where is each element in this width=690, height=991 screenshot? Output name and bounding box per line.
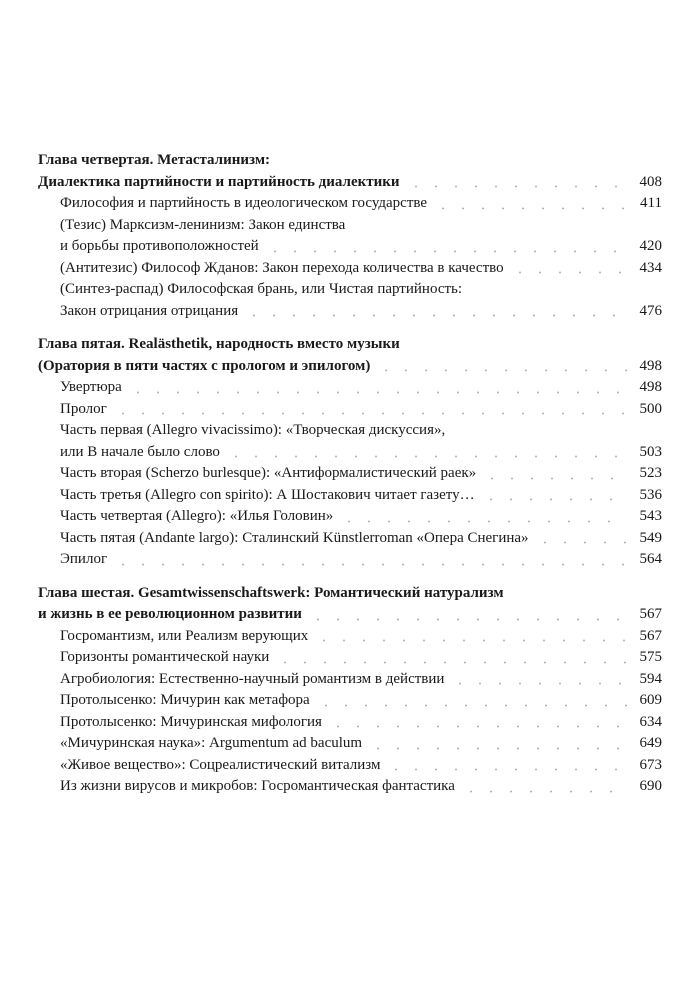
entry-title: «Мичуринская наука»: Argumentum ad baculum xyxy=(60,735,363,751)
leader-dots xyxy=(339,520,628,523)
table-of-contents xyxy=(38,150,662,810)
leader-dots xyxy=(535,541,628,544)
toc-entry[interactable] xyxy=(38,442,662,464)
entry-title-line2: Закон отрицания отрицания xyxy=(60,302,239,319)
leader-dots xyxy=(275,661,628,664)
page-number: 543 xyxy=(639,508,662,524)
entry-title: Госромантизм, или Реализм верующих xyxy=(60,627,309,644)
toc-entry[interactable] xyxy=(38,755,662,777)
page-number: 476 xyxy=(639,302,662,319)
page-number: 408 xyxy=(639,173,662,190)
chapter-subtitle: (Оратория в пяти частях с прологом и эпилогом) xyxy=(38,357,371,374)
entry-title: (Антитезис) Философ Жданов: Закон перехода количества в качество xyxy=(60,259,504,276)
toc-entry[interactable] xyxy=(38,258,662,280)
entry-title: Часть четвертая (Allegro): «Илья Головин» xyxy=(60,508,334,524)
toc-entry[interactable] xyxy=(38,463,662,485)
page-number: 649 xyxy=(639,735,662,751)
page-number: 634 xyxy=(639,713,662,730)
toc-entry[interactable] xyxy=(38,193,662,215)
entry-title: «Живое вещество»: Соцреалистический витализм xyxy=(60,756,381,773)
toc-entry-line1[interactable] xyxy=(38,420,662,442)
entry-title: Горизонты романтической науки xyxy=(60,649,270,665)
leader-dots xyxy=(376,369,628,372)
leader-dots xyxy=(368,747,628,750)
entry-title-line1: Часть первая (Allegro vivacissimo): «Творческая дискуссия», xyxy=(60,422,446,438)
page-number: 500 xyxy=(639,400,662,417)
chapter-subtitle: Диалектика партийности и партийность диалектики xyxy=(38,173,400,190)
entry-title: Часть пятая (Andante largo): Сталинский Künstlerroman «Опера Снегина» xyxy=(60,529,529,546)
toc-entry-line1[interactable] xyxy=(38,279,662,301)
entry-title: Философия и партийность в идеологическом государстве xyxy=(60,195,428,211)
chapter-subtitle: и жизнь в ее революционном развитии xyxy=(38,606,302,622)
toc-entry[interactable] xyxy=(38,399,662,421)
page-number: 498 xyxy=(639,357,662,374)
page-number: 536 xyxy=(639,486,662,503)
toc-entry[interactable] xyxy=(38,377,662,399)
leader-dots xyxy=(386,768,628,771)
toc-entry[interactable] xyxy=(38,236,662,258)
entry-title: Эпилог xyxy=(60,551,108,567)
leader-dots xyxy=(450,682,628,685)
page-number: 434 xyxy=(639,259,662,276)
chapter-5 xyxy=(38,334,662,571)
leader-dots xyxy=(406,185,628,188)
chapter-6 xyxy=(38,583,662,798)
leader-dots xyxy=(433,207,628,210)
leader-dots xyxy=(113,412,628,415)
chapter-entry[interactable] xyxy=(38,172,662,194)
toc-entry[interactable] xyxy=(38,647,662,669)
chapter-4 xyxy=(38,150,662,322)
entry-title: Агробиология: Естественно-научный романтизм в действии xyxy=(60,670,445,687)
chapter-entry[interactable] xyxy=(38,356,662,378)
toc-entry[interactable] xyxy=(38,549,662,571)
entry-title: Часть третья (Allegro con spirito): А Шостакович читает газету… xyxy=(60,486,475,503)
page-number: 523 xyxy=(639,465,662,481)
page-number: 567 xyxy=(639,606,662,622)
entry-title: Из жизни вирусов и микробов: Госромантическая фантастика xyxy=(60,778,455,794)
chapter-entry[interactable] xyxy=(38,604,662,626)
page-number: 498 xyxy=(639,379,662,395)
entry-title: Увертюра xyxy=(60,379,122,395)
page-number: 690 xyxy=(639,778,662,794)
page-number: 564 xyxy=(639,551,662,567)
page-number: 673 xyxy=(639,756,662,773)
leader-dots xyxy=(482,477,628,480)
leader-dots xyxy=(481,498,628,501)
toc-entry[interactable] xyxy=(38,712,662,734)
entry-title: Протолысенко: Мичуринская мифология xyxy=(60,713,322,730)
leader-dots xyxy=(128,391,628,394)
page-number: 420 xyxy=(639,238,662,254)
toc-entry-line1[interactable] xyxy=(38,215,662,237)
chapter-title: Глава шестая. Gesamtwissenschaftswerk: Романтический натурализм xyxy=(38,584,504,601)
leader-dots xyxy=(510,271,628,274)
entry-title-line2: и борьбы противоположностей xyxy=(60,238,259,254)
entry-title-line2: или В начале было слово xyxy=(60,443,220,460)
page-number: 575 xyxy=(639,649,662,665)
entry-title-line1: (Синтез-распад) Философская брань, или Чистая партийность: xyxy=(60,281,463,297)
chapter-title: Глава четвертая. Метасталинизм: xyxy=(38,152,271,168)
toc-entry[interactable] xyxy=(38,626,662,648)
leader-dots xyxy=(314,639,628,642)
page-number: 609 xyxy=(639,692,662,708)
leader-dots xyxy=(316,704,628,707)
leader-dots xyxy=(328,725,628,728)
page-number: 503 xyxy=(639,443,662,460)
leader-dots xyxy=(265,250,628,253)
toc-entry[interactable] xyxy=(38,690,662,712)
toc-entry[interactable] xyxy=(38,528,662,550)
chapter-title: Глава пятая. Realästhetik, народность вместо музыки xyxy=(38,336,400,352)
toc-entry[interactable] xyxy=(38,733,662,755)
page-number: 549 xyxy=(639,529,662,546)
leader-dots xyxy=(461,790,628,793)
page-number: 594 xyxy=(639,670,662,687)
leader-dots xyxy=(244,314,628,317)
toc-entry[interactable] xyxy=(38,506,662,528)
entry-title: Пролог xyxy=(60,400,107,417)
entry-title-line1: (Тезис) Марксизм-ленинизм: Закон единства xyxy=(60,216,346,233)
toc-entry[interactable] xyxy=(38,669,662,691)
leader-dots xyxy=(113,563,628,566)
leader-dots xyxy=(308,618,628,621)
entry-title: Часть вторая (Scherzo burlesque): «Антиформалистический раек» xyxy=(60,465,477,481)
toc-entry[interactable] xyxy=(38,485,662,507)
toc-entry[interactable] xyxy=(38,776,662,798)
page-number: 567 xyxy=(639,627,662,644)
entry-title: Протолысенко: Мичурин как метафора xyxy=(60,692,310,708)
leader-dots xyxy=(226,455,628,458)
page-number: 411 xyxy=(640,195,662,211)
toc-entry[interactable] xyxy=(38,301,662,323)
